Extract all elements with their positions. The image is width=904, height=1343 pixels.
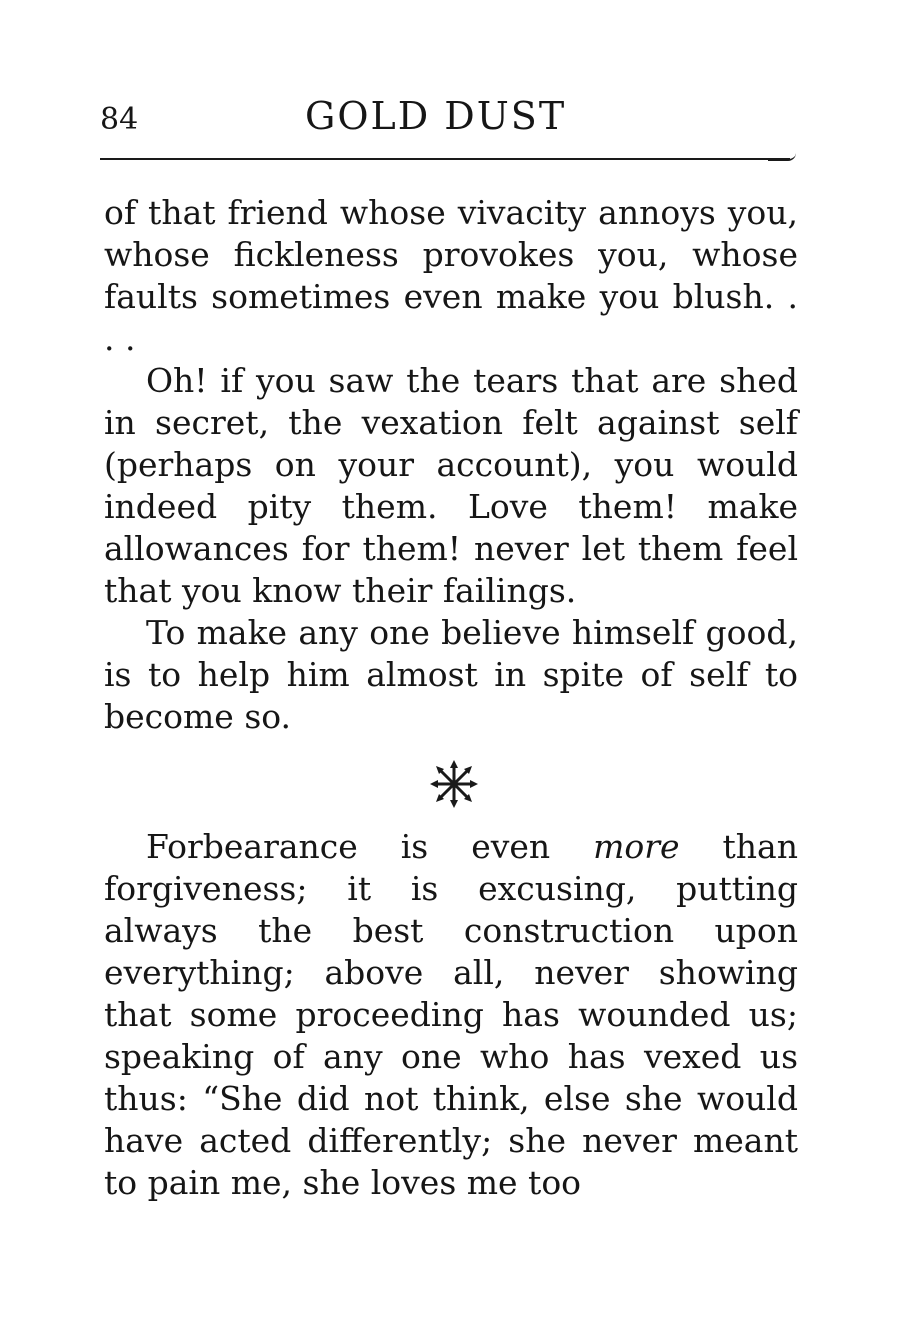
paragraph-believe-good: To make any one believe himself good, is to help him almost in spite of self to become so.	[104, 613, 798, 736]
text-block-lower	[104, 826, 798, 1204]
running-title: GOLD DUST	[305, 94, 567, 138]
text-block-upper	[104, 192, 798, 738]
forbearance-text-start: Forbearance is even	[146, 827, 594, 866]
paragraph-continuation: of that friend whose vivacity annoys you, whose fickleness provokes you, whose faults sometimes even make you blush. . . .	[104, 193, 798, 358]
header-rule	[100, 158, 790, 160]
page-number: 84	[100, 102, 139, 137]
asterism-ornament-icon	[430, 760, 478, 808]
forbearance-emphasis: more	[593, 827, 680, 866]
page-header	[100, 92, 800, 152]
paragraph-pity: Oh! if you saw the tears that are shed in secret, the vexation felt against self (perhaps on your account), you would indeed pity them. Love them! make allowances for them! never let them feel that you know their failings.	[104, 361, 798, 610]
forbearance-text-rest: than forgiveness; it is excusing, putting always the best construction upon everything; above all, never showing that some proceeding has wounded us; speaking of any one who has vexed us thus: “She did not think, else she would have acted differently; she never meant to pain me, she loves me too	[104, 827, 798, 1202]
paragraph-forbearance	[104, 826, 798, 1204]
header-rule-flourish	[768, 153, 796, 161]
